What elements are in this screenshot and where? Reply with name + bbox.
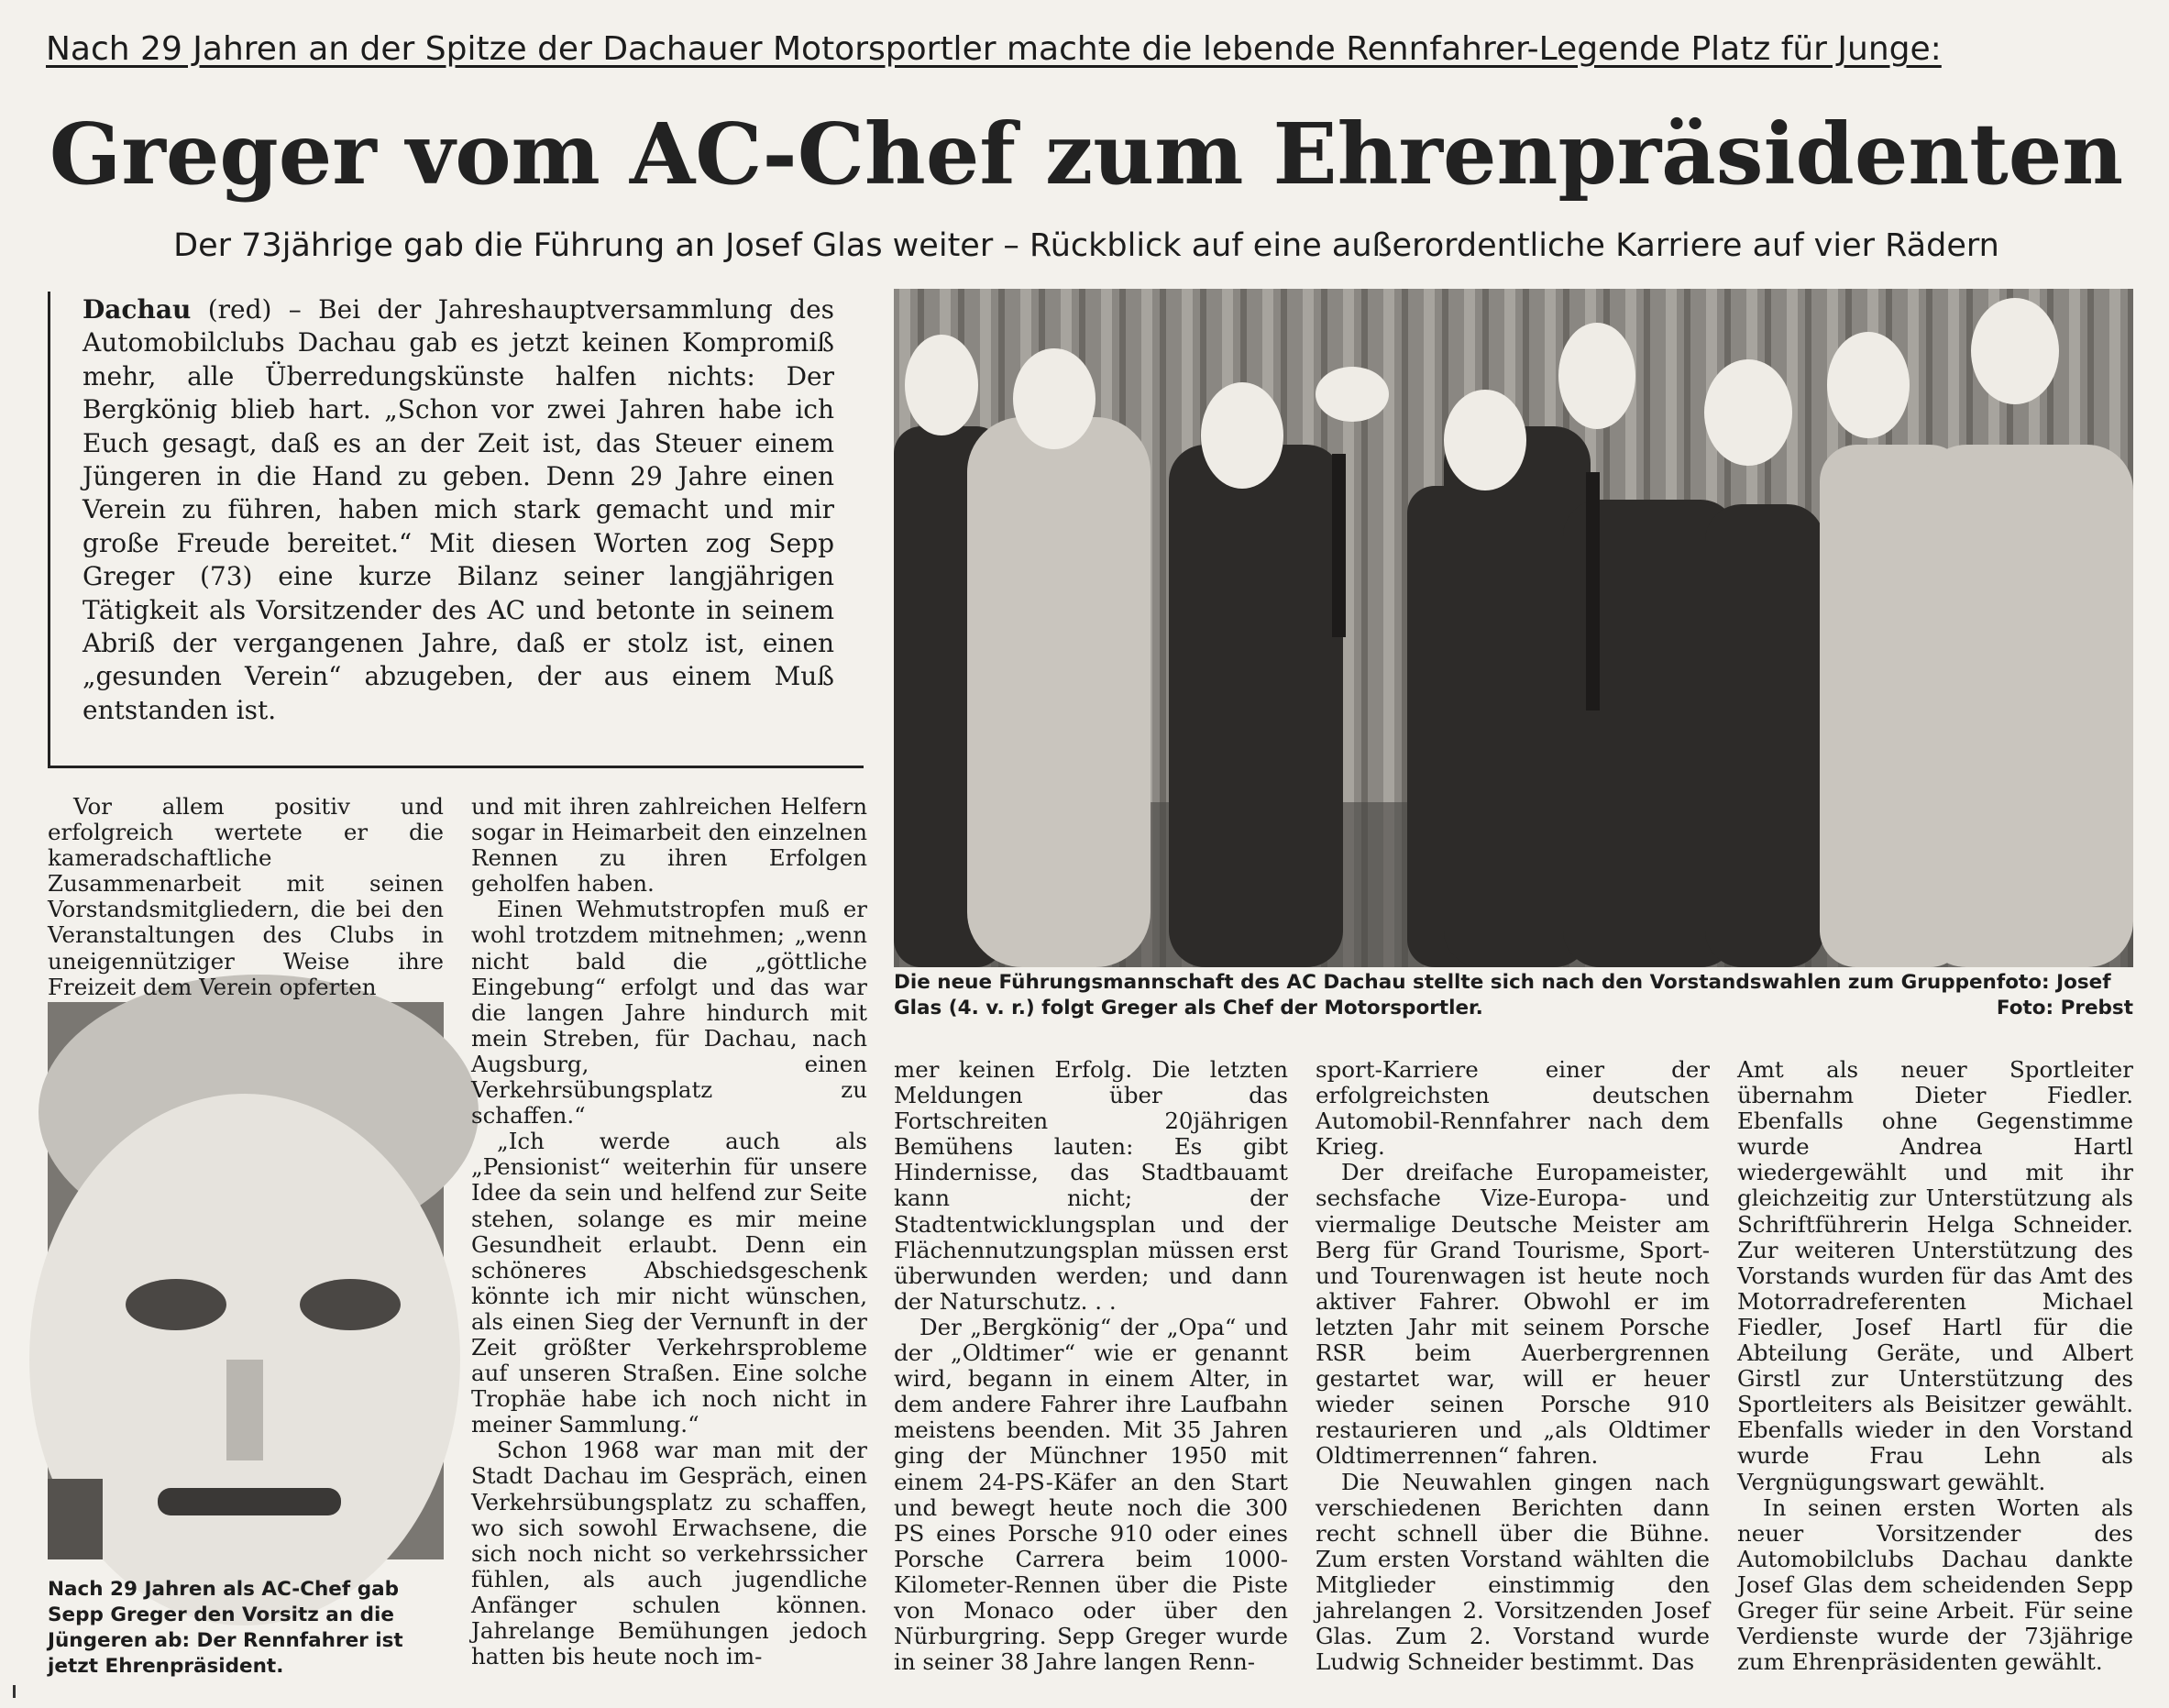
col4-paragraph-1: sport-Karriere einer der erfolgreichsten deutschen Automobil-Rennfahrer nach dem Krieg.: [1316, 1056, 1710, 1161]
col2-paragraph-4: Schon 1968 war man mit der Stadt Dachau im Gespräch, einen Verkehrsübungsplatz zu schaffen, wo sich sowohl Erwachsene, die sich noch nicht so verkehrssicher fühlen, als auch jugendliche Anfänger schulen können. Jahrelange Bemühungen jedoch hatten bis heute noch im-: [471, 1437, 867, 1670]
lead-dateline: Dachau: [83, 294, 192, 325]
col2-paragraph-2: Einen Wehmutstropfen muß er wohl trotzdem mitnehmen; „wenn nicht bald die „göttliche Eingebung“ erfolgt und das war die langen Jahre hindurch mit mein Streben, für Dachau, nach Augsburg, einen Verkehrsübungsplatz zu schaffen.“: [471, 896, 867, 1129]
margin-mark: [13, 1685, 16, 1698]
column-4: [1316, 1057, 1710, 1680]
column-3: [894, 1057, 1288, 1680]
col5-paragraph-2: In seinen ersten Worten als neuer Vorsitzender des Automobilclubs Dachau dankte Josef Glas dem scheidenden Sepp Greger für seine Arbeit. Für seine Verdienste wurde der 73jährige zum Ehrenpräsidenten gewählt.: [1737, 1493, 2133, 1676]
portrait-caption: Nach 29 Jahren als AC-Chef gab Sepp Greger den Vorsitz an die Jüngeren ab: Der Rennfahrer ist jetzt Ehrenpräsident.: [48, 1578, 403, 1678]
lead-text: (red) – Bei der Jahreshauptversammlung des Automobilclubs Dachau gab es jetzt keinen Kompromiß mehr, alle Überredungskünste halfen nichts: Der Bergkönig blieb hart. „Schon vor zwei Jahren habe ich Euch gesagt, daß es an der Zeit ist, das Steuer einem Jüngeren in die Hand zu geben. Denn 29 Jahre einen Verein zu führen, haben mich stark gemacht und mir große Freude bereitet.“ Mit diesen Worten zog Sepp Greger (73) eine kurze Bilanz seiner langjährigen Tätigkeit als Vorsitzender des AC und betonte in seinem Abriß der vergangenen Jahre, daß er stolz ist, einen „gesunden Verein“ abzugeben, der aus einem Muß entstanden ist.: [83, 294, 835, 725]
kicker-line: Nach 29 Jahren an der Spitze der Dachauer Motorsportler machte die lebende Rennfahrer-Legende Platz für Junge:: [46, 30, 1942, 68]
column-5: [1737, 1057, 2133, 1680]
col4-paragraph-3: Die Neuwahlen gingen nach verschiedenen Berichten dann recht schnell über die Bühne. Zum ersten Vorstand wählten die Mitglieder einstimmig den jahrelangen 2. Vorsitzenden Josef Glas. Zum 2. Vorstand wurde Ludwig Schneider bestimmt. Das: [1316, 1468, 1710, 1676]
group-photo: [894, 289, 2133, 967]
photo-credit: Foto: Prebst: [1996, 997, 2133, 1019]
group-photo-image: [894, 289, 2133, 967]
col2-paragraph-3: „Ich werde auch als „Pensionist“ weiterhin für unsere Idee da sein und helfend zur Seite stehen, solange es mir meine Gesundheit erlaubt. Denn ein schöneres Abschiedsgeschenk könnte ich mir nicht wünschen, als einen Sieg der Vernunft in der Zeit größter Verkehrsprobleme auf unseren Straßen. Eine solche Trophäe habe ich noch nicht in meiner Sammlung.“: [471, 1128, 867, 1438]
col3-paragraph-2: Der „Bergkönig“ der „Opa“ und der „Oldtimer“ wie er genannt wird, begann in einem Alter, in dem andere Fahrer ihre Laufbahn meistens beenden. Mit 35 Jahren ging der Münchner 1950 mit einem 24-PS-Käfer an den Start und bewegt heute noch die 300 PS eines Porsche 910 oder eines Porsche Carrera beim 1000-Kilometer-Rennen über die Piste von Monaco oder über den Nürburgring. Sepp Greger wurde in seiner 38 Jahre langen Renn-: [894, 1313, 1288, 1676]
column-2: [471, 794, 867, 1679]
col4-paragraph-2: Der dreifache Europameister, sechsfache Vize-Europa- und viermalige Deutsche Meister am Berg für Grand Tourisme, Sport- und Tourenwagen ist heute noch aktiver Fahrer. Obwohl er im letzten Jahr mit seinem Porsche RSR beim Auerbergrennen gestartet war, will er heuer wieder seinen Porsche 910 restaurieren und „als Oldtimer Oldtimerrennen“ fahren.: [1316, 1159, 1710, 1470]
group-photo-caption: Die neue Führungsmannschaft des AC Dachau stellte sich nach den Vorstandswahlen zum Gruppenfoto: Josef Glas (4. v. r.) folgt Greger als Chef der Motorsportler.: [894, 971, 2111, 1019]
col2-paragraph-1: und mit ihren zahlreichen Helfern sogar in Heimarbeit den einzelnen Rennen zu ihren Erfolgen geholfen haben.: [471, 793, 867, 898]
column-1: [48, 793, 444, 1000]
col3-paragraph-1: mer keinen Erfolg. Die letzten Meldungen über das Fortschreiten 20jährigen Bemühens lauten: Es gibt Hindernisse, das Stadtbauamt kann nicht; der Stadtentwicklungsplan und der Flächennutzungsplan müssen erst überwunden werden; und dann der Naturschutz. . .: [894, 1056, 1288, 1315]
portrait-photo-image: [48, 1002, 444, 1559]
col5-paragraph-1: Amt als neuer Sportleiter übernahm Dieter Fiedler. Ebenfalls ohne Gegenstimme wurde Andrea Hartl wiedergewählt und mit ihr gleichzeitig zur Unterstützung als Schriftführerin Helga Schneider. Zur weiteren Unterstützung des Vorstands wurden für das Amt des Motorradreferenten Michael Fiedler, Josef Hartl für die Abteilung Geräte, und Albert Girstl zur Unterstützung des Sportleiters als Beisitzer gewählt. Ebenfalls wieder in den Vorstand wurde Frau Lehn als Vergnügungswart gewählt.: [1737, 1056, 2133, 1495]
lead-paragraph: [83, 293, 834, 752]
headline: Greger vom AC-Chef zum Ehrenpräsidenten: [49, 105, 2124, 204]
subheadline: Der 73jährige gab die Führung an Josef Glas weiter – Rückblick auf eine außerordentliche Karriere auf vier Rädern: [173, 227, 1999, 264]
col1-paragraph-1: Vor allem positiv und erfolgreich wertete er die kameradschaftliche Zusammenarbeit mit seinen Vorstandsmitgliedern, die bei den Veranstaltungen des Clubs in uneigennütziger Weise ihre Freizeit dem Verein opferten: [48, 793, 444, 1000]
portrait-photo: [48, 1002, 444, 1559]
